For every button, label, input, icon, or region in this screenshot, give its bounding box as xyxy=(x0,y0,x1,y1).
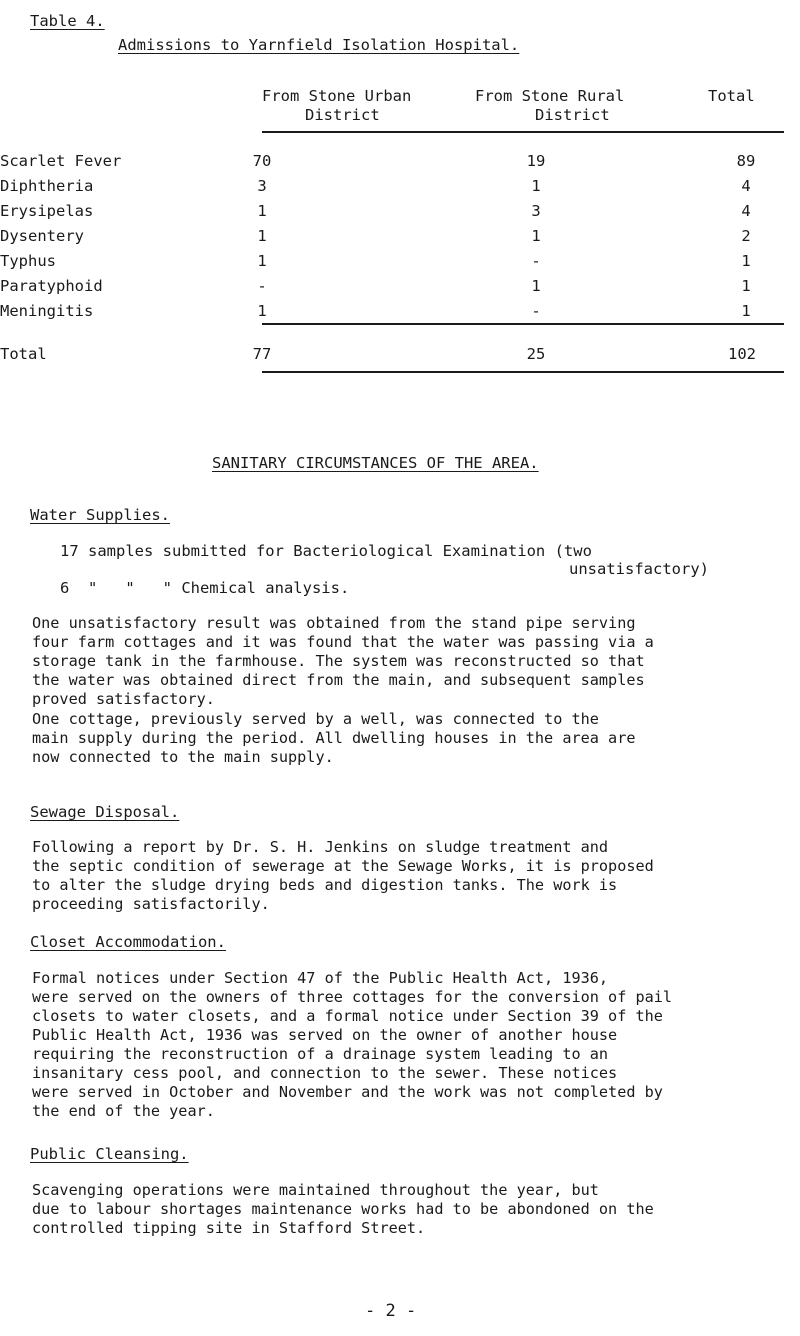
disease-label: Typhus xyxy=(0,252,56,270)
water-paragraph-2: One cottage, previously served by a well, was connected to the main supply during the period. All dwelling houses in the area are now connected to the main supply. xyxy=(32,710,636,766)
section-title: SANITARY CIRCUMSTANCES OF THE AREA. xyxy=(212,454,539,472)
table-total-rule-top xyxy=(262,323,784,325)
total-value: 1 xyxy=(741,302,751,320)
urban-value: 1 xyxy=(257,202,267,220)
col-header-urban-line1: From Stone Urban xyxy=(262,87,412,105)
disease-label: Erysipelas xyxy=(0,202,94,220)
grand-total-value: 102 xyxy=(728,345,756,363)
col-header-urban-line2: District xyxy=(305,106,380,124)
water-samples-line2: 6 " " " Chemical analysis. xyxy=(60,579,350,597)
rural-value: 1 xyxy=(531,177,541,195)
total-value: 4 xyxy=(741,177,751,195)
urban-value: 70 xyxy=(252,152,272,170)
disease-label: Diphtheria xyxy=(0,177,94,195)
total-value: 89 xyxy=(736,152,756,170)
total-value: 1 xyxy=(741,252,751,270)
disease-label: Paratyphoid xyxy=(0,277,103,295)
table-total-rule-bottom xyxy=(262,371,784,373)
disease-label: Scarlet Fever xyxy=(0,152,122,170)
urban-value: 1 xyxy=(257,227,267,245)
col-header-rural-line1: From Stone Rural xyxy=(475,87,625,105)
rural-value: 1 xyxy=(531,227,541,245)
col-header-rural-line2: District xyxy=(535,106,610,124)
total-value: 1 xyxy=(741,277,751,295)
cleansing-heading: Public Cleansing. xyxy=(30,1145,189,1163)
col-header-total: Total xyxy=(708,87,755,105)
sewage-heading: Sewage Disposal. xyxy=(30,803,180,821)
water-supplies-heading: Water Supplies. xyxy=(30,506,170,524)
total-label: Total xyxy=(0,345,47,363)
urban-value: 1 xyxy=(257,302,267,320)
sewage-paragraph: Following a report by Dr. S. H. Jenkins on sludge treatment and the septic condition of sewerage at the Sewage Works, it is proposed to alter the sludge drying beds and digestion tanks. The work is proceeding satisfactorily. xyxy=(32,838,654,913)
page-number: - 2 - xyxy=(365,1301,417,1321)
rural-value: 19 xyxy=(526,152,546,170)
table-header-rule xyxy=(262,131,784,133)
total-value: 2 xyxy=(741,227,751,245)
cleansing-paragraph: Scavenging operations were maintained throughout the year, but due to labour shortages maintenance works had to be abondoned on the controlled tipping site in Stafford Street. xyxy=(32,1181,654,1237)
disease-label: Meningitis xyxy=(0,302,94,320)
closet-paragraph: Formal notices under Section 47 of the Public Health Act, 1936, were served on the owners of three cottages for the conversion of pail closets to water closets, and a formal notice under Section 39 of the Public Health Act, 1936 was served on the owner of another house requiring the reconstruction of a drainage system leading to an insanitary cess pool, and connection to the sewer. These notices were served in October and November and the work was not completed by the end of the year. xyxy=(32,969,673,1120)
urban-total-value: 77 xyxy=(252,345,272,363)
disease-label: Dysentery xyxy=(0,227,84,245)
table-label: Table 4. xyxy=(30,12,105,30)
rural-value: - xyxy=(531,302,541,320)
table-title: Admissions to Yarnfield Isolation Hospital. xyxy=(118,36,520,54)
water-samples-line1: 17 samples submitted for Bacteriological Examination (two xyxy=(60,542,592,560)
water-samples-line1b: unsatisfactory) xyxy=(569,560,709,578)
rural-value: - xyxy=(531,252,541,270)
urban-value: 3 xyxy=(257,177,267,195)
closet-heading: Closet Accommodation. xyxy=(30,933,226,951)
rural-value: 1 xyxy=(531,277,541,295)
water-paragraph-1: One unsatisfactory result was obtained from the stand pipe serving four farm cottages and it was found that the water was passing via a storage tank in the farmhouse. The system was reconstructed so that the water was obtained direct from the main, and subsequent samples proved satisfactory. xyxy=(32,614,654,708)
urban-value: - xyxy=(257,277,267,295)
urban-value: 1 xyxy=(257,252,267,270)
rural-total-value: 25 xyxy=(526,345,546,363)
rural-value: 3 xyxy=(531,202,541,220)
total-value: 4 xyxy=(741,202,751,220)
